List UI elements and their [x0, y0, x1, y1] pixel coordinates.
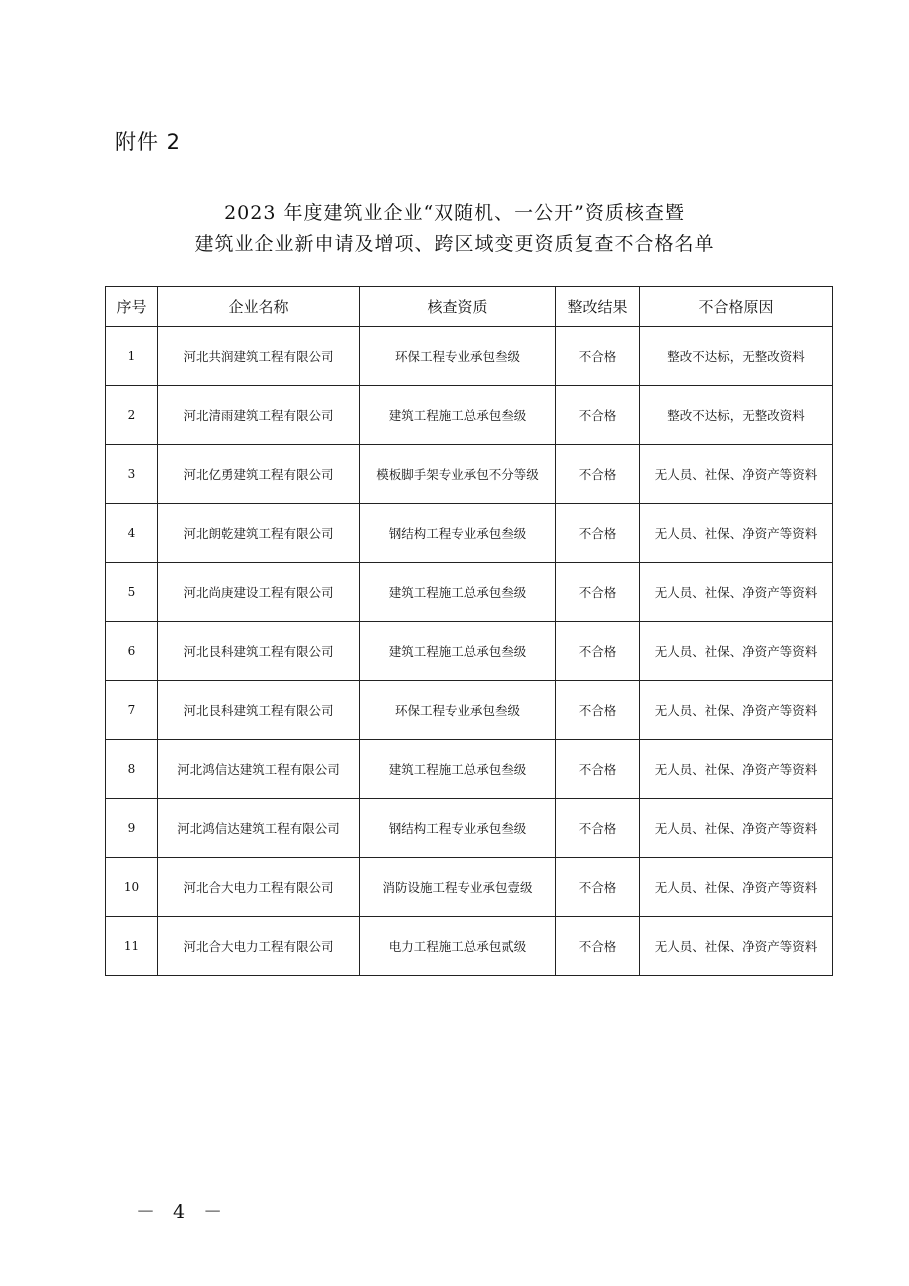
cell-reason: 无人员、社保、净资产等资料	[640, 681, 833, 740]
document-title-line-2: 建筑业企业新申请及增项、跨区域变更资质复查不合格名单	[194, 233, 715, 255]
table-row	[106, 563, 833, 622]
cell-result: 不合格	[556, 681, 640, 740]
cell-qualification: 建筑工程施工总承包叁级	[360, 386, 556, 445]
table-row	[106, 681, 833, 740]
cell-company: 河北共润建筑工程有限公司	[158, 327, 360, 386]
cell-reason: 无人员、社保、净资产等资料	[640, 799, 833, 858]
cell-qualification: 电力工程施工总承包贰级	[360, 917, 556, 976]
cell-reason: 无人员、社保、净资产等资料	[640, 563, 833, 622]
cell-result: 不合格	[556, 858, 640, 917]
table-row	[106, 386, 833, 445]
table-row	[106, 327, 833, 386]
cell-company: 河北尚庚建设工程有限公司	[158, 563, 360, 622]
cell-qualification: 钢结构工程专业承包叁级	[360, 504, 556, 563]
header-qualification: 核查资质	[360, 287, 556, 327]
table-row	[106, 799, 833, 858]
cell-qualification: 环保工程专业承包叁级	[360, 681, 556, 740]
cell-company: 河北合大电力工程有限公司	[158, 917, 360, 976]
cell-company: 河北艮科建筑工程有限公司	[158, 622, 360, 681]
cell-no: 10	[106, 858, 158, 917]
header-reason: 不合格原因	[640, 287, 833, 327]
cell-company: 河北鸿信达建筑工程有限公司	[158, 799, 360, 858]
cell-no: 2	[106, 386, 158, 445]
table-header-row	[106, 287, 833, 327]
cell-result: 不合格	[556, 563, 640, 622]
cell-reason: 无人员、社保、净资产等资料	[640, 740, 833, 799]
cell-reason: 整改不达标，无整改资料	[640, 386, 833, 445]
cell-qualification: 模板脚手架专业承包不分等级	[360, 445, 556, 504]
cell-no: 7	[106, 681, 158, 740]
cell-company: 河北朗乾建筑工程有限公司	[158, 504, 360, 563]
cell-result: 不合格	[556, 622, 640, 681]
cell-no: 11	[106, 917, 158, 976]
cell-no: 9	[106, 799, 158, 858]
table-row	[106, 504, 833, 563]
page-number: － 4 －	[136, 1201, 229, 1223]
header-no: 序号	[106, 287, 158, 327]
table-row	[106, 858, 833, 917]
noncompliance-table	[105, 286, 833, 976]
cell-qualification: 消防设施工程专业承包壹级	[360, 858, 556, 917]
cell-reason: 无人员、社保、净资产等资料	[640, 858, 833, 917]
cell-company: 河北艮科建筑工程有限公司	[158, 681, 360, 740]
table-row	[106, 445, 833, 504]
cell-company: 河北亿勇建筑工程有限公司	[158, 445, 360, 504]
cell-result: 不合格	[556, 504, 640, 563]
table-row	[106, 622, 833, 681]
cell-qualification: 建筑工程施工总承包叁级	[360, 622, 556, 681]
cell-qualification: 环保工程专业承包叁级	[360, 327, 556, 386]
cell-no: 8	[106, 740, 158, 799]
cell-no: 5	[106, 563, 158, 622]
cell-no: 6	[106, 622, 158, 681]
cell-reason: 整改不达标，无整改资料	[640, 327, 833, 386]
cell-reason: 无人员、社保、净资产等资料	[640, 445, 833, 504]
cell-qualification: 建筑工程施工总承包叁级	[360, 740, 556, 799]
cell-no: 4	[106, 504, 158, 563]
cell-qualification: 钢结构工程专业承包叁级	[360, 799, 556, 858]
cell-no: 3	[106, 445, 158, 504]
cell-qualification: 建筑工程施工总承包叁级	[360, 563, 556, 622]
header-company: 企业名称	[158, 287, 360, 327]
cell-result: 不合格	[556, 445, 640, 504]
attachment-label: 附件 2	[115, 130, 182, 154]
header-result: 整改结果	[556, 287, 640, 327]
cell-result: 不合格	[556, 740, 640, 799]
cell-reason: 无人员、社保、净资产等资料	[640, 917, 833, 976]
table-row	[106, 917, 833, 976]
document-title-line-1: 2023 年度建筑业企业“双随机、一公开”资质核查暨	[224, 202, 685, 224]
cell-reason: 无人员、社保、净资产等资料	[640, 504, 833, 563]
cell-no: 1	[106, 327, 158, 386]
cell-result: 不合格	[556, 386, 640, 445]
cell-result: 不合格	[556, 327, 640, 386]
cell-reason: 无人员、社保、净资产等资料	[640, 622, 833, 681]
cell-company: 河北鸿信达建筑工程有限公司	[158, 740, 360, 799]
cell-company: 河北合大电力工程有限公司	[158, 858, 360, 917]
cell-result: 不合格	[556, 917, 640, 976]
table-row	[106, 740, 833, 799]
cell-result: 不合格	[556, 799, 640, 858]
cell-company: 河北清雨建筑工程有限公司	[158, 386, 360, 445]
